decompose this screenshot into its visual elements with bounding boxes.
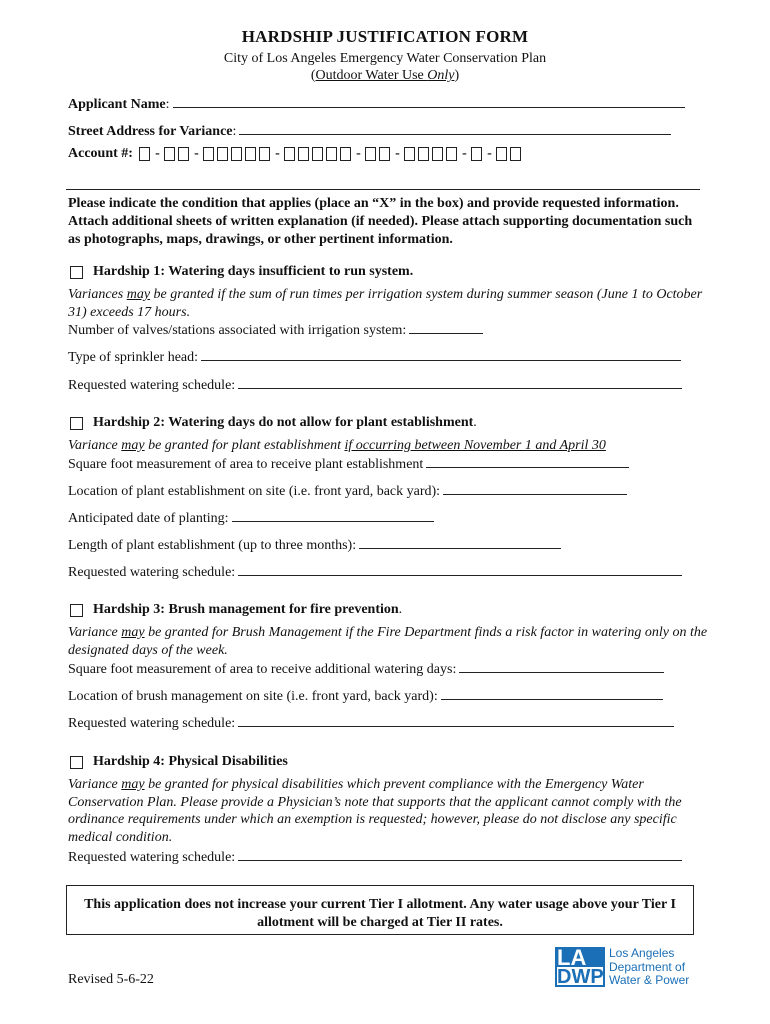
h3-sqft-label: Square foot measurement of area to receive additional watering days: bbox=[68, 662, 457, 677]
account-separator: - bbox=[194, 146, 199, 161]
h3-location-row bbox=[68, 687, 663, 705]
account-digit-box[interactable] bbox=[510, 147, 521, 161]
account-digit-box[interactable] bbox=[446, 147, 457, 161]
valves-row bbox=[68, 321, 483, 339]
account-digit-box[interactable] bbox=[312, 147, 323, 161]
planting-date-row bbox=[68, 509, 434, 527]
establishment-length-row bbox=[68, 536, 561, 554]
account-digit-box[interactable] bbox=[326, 147, 337, 161]
hardship-3-heading: Hardship 3: Brush management for fire prevention . bbox=[70, 602, 402, 618]
h3-location-field[interactable] bbox=[441, 687, 663, 700]
account-digit-boxes bbox=[139, 146, 524, 162]
h3-schedule-field[interactable] bbox=[238, 714, 674, 727]
hardship-2-heading: Hardship 2 : Watering days do not allow for plant establishment . bbox=[70, 415, 477, 431]
street-address-label: Street Address for Variance bbox=[68, 124, 233, 139]
instructions-text: Please indicate the condition that applies (place an “X” in the box) and provide requested information. Attach additional sheets of written explanation (if needed). Please attach supporting documentation such as photographs, maps, drawings, or other pertinent information. bbox=[68, 196, 693, 247]
h2-sqft-field[interactable] bbox=[426, 455, 629, 468]
h2-location-row bbox=[68, 482, 627, 500]
hardship-2-variance-text: Variance may be granted for plant establishment if occurring between November 1 and April 30 bbox=[68, 438, 606, 453]
account-digit-box[interactable] bbox=[231, 147, 242, 161]
form-subtitle-scope: (Outdoor Water Use Only) bbox=[310, 68, 460, 83]
hardship-3-variance-text: Variance may be granted for Brush Management if the Fire Department finds a risk factor in watering only on the designated days of the week. bbox=[68, 625, 708, 658]
planting-date-field[interactable] bbox=[232, 509, 434, 522]
h2-location-field[interactable] bbox=[443, 482, 627, 495]
hardship-3-checkbox[interactable] bbox=[70, 604, 83, 617]
revision-date: Revised 5-6-22 bbox=[68, 972, 154, 987]
applicant-name-row: Applicant Name : bbox=[68, 95, 685, 113]
account-separator: - bbox=[462, 146, 467, 161]
account-separator: - bbox=[275, 146, 280, 161]
h4-schedule-label: Requested watering schedule: bbox=[68, 850, 236, 865]
h1-schedule-row bbox=[68, 376, 682, 394]
sprinkler-label: Type of sprinkler head: bbox=[68, 350, 199, 365]
valves-label: Number of valves/stations associated with irrigation system: bbox=[68, 323, 407, 338]
ladwp-logo-text: Los Angeles Department of Water & Power bbox=[609, 946, 690, 987]
hardship-1-checkbox[interactable] bbox=[70, 266, 83, 279]
h3-sqft-row bbox=[68, 660, 664, 678]
account-digit-box[interactable] bbox=[245, 147, 256, 161]
account-digit-box[interactable] bbox=[379, 147, 390, 161]
account-label: Account #: bbox=[68, 146, 133, 161]
h1-schedule-label: Requested watering schedule: bbox=[68, 378, 236, 393]
h2-sqft-row bbox=[68, 455, 629, 473]
account-digit-box[interactable] bbox=[496, 147, 507, 161]
establishment-length-label: Length of plant establishment (up to three months): bbox=[68, 538, 357, 553]
account-separator: - bbox=[487, 146, 492, 161]
h3-schedule-row bbox=[68, 714, 674, 732]
applicant-name-label: Applicant Name bbox=[68, 97, 166, 112]
sprinkler-row bbox=[68, 348, 681, 366]
establishment-length-field[interactable] bbox=[359, 536, 561, 549]
account-digit-box[interactable] bbox=[178, 147, 189, 161]
street-address-row: Street Address for Variance : bbox=[68, 122, 671, 140]
account-digit-box[interactable] bbox=[139, 147, 150, 161]
valves-field[interactable] bbox=[409, 321, 483, 334]
account-digit-box[interactable] bbox=[203, 147, 214, 161]
hardship-1-variance-text: Variances may be granted if the sum of run times per irrigation system during summer season (June 1 to October 31) exceeds 17 hours. bbox=[68, 287, 703, 320]
h2-schedule-row bbox=[68, 563, 682, 581]
h2-sqft-label: Square foot measurement of area to receive plant establishment bbox=[68, 457, 424, 472]
h2-location-label: Location of plant establishment on site (i.e. front yard, back yard): bbox=[68, 484, 441, 499]
h4-schedule-field[interactable] bbox=[238, 848, 682, 861]
ladwp-logo-mark: LA DWP bbox=[557, 945, 604, 988]
account-digit-box[interactable] bbox=[365, 147, 376, 161]
h2-schedule-label: Requested watering schedule: bbox=[68, 565, 236, 580]
account-separator: - bbox=[395, 146, 400, 161]
account-separator: - bbox=[155, 146, 160, 161]
account-number-row bbox=[68, 146, 524, 162]
account-digit-box[interactable] bbox=[284, 147, 295, 161]
account-digit-box[interactable] bbox=[217, 147, 228, 161]
planting-date-label: Anticipated date of planting: bbox=[68, 511, 229, 526]
applicant-name-field[interactable] bbox=[173, 95, 685, 108]
hardship-4-heading: Hardship 4: Physical Disabilities bbox=[70, 754, 288, 770]
form-subtitle: City of Los Angeles Emergency Water Conservation Plan bbox=[223, 51, 547, 66]
h2-schedule-field[interactable] bbox=[238, 563, 682, 576]
h4-schedule-row bbox=[68, 848, 682, 866]
account-digit-box[interactable] bbox=[404, 147, 415, 161]
ladwp-logo bbox=[555, 947, 689, 988]
h3-sqft-field[interactable] bbox=[459, 660, 664, 673]
account-digit-box[interactable] bbox=[418, 147, 429, 161]
h3-location-label: Location of brush management on site (i.e. front yard, back yard): bbox=[68, 689, 438, 704]
street-address-field[interactable] bbox=[239, 122, 671, 135]
account-digit-box[interactable] bbox=[259, 147, 270, 161]
h3-schedule-label: Requested watering schedule: bbox=[68, 716, 236, 731]
sprinkler-field[interactable] bbox=[201, 348, 681, 361]
account-digit-box[interactable] bbox=[298, 147, 309, 161]
account-digit-box[interactable] bbox=[340, 147, 351, 161]
tier-notice: This application does not increase your current Tier I allotment. Any water usage above your Tier I allotment will be charged at Tier II rates. bbox=[66, 885, 694, 935]
section-divider bbox=[66, 189, 700, 190]
hardship-4-checkbox[interactable] bbox=[70, 756, 83, 769]
account-digit-box[interactable] bbox=[164, 147, 175, 161]
hardship-1-heading: Hardship 1 : Watering days insufficient to run system. bbox=[70, 264, 413, 280]
form-title: HARDSHIP JUSTIFICATION FORM bbox=[241, 27, 529, 46]
account-separator: - bbox=[356, 146, 361, 161]
h1-schedule-field[interactable] bbox=[238, 376, 682, 389]
account-digit-box[interactable] bbox=[432, 147, 443, 161]
hardship-2-checkbox[interactable] bbox=[70, 417, 83, 430]
hardship-4-variance-text: Variance may be granted for physical disabilities which prevent compliance with the Emergency Water Conservation Plan. Please provide a Physician’s note that supports that the applicant cannot comply with the ordinance requirements under which an exemption is requested; however, please do not disclose any specific medical condition. bbox=[68, 777, 682, 845]
account-digit-box[interactable] bbox=[471, 147, 482, 161]
